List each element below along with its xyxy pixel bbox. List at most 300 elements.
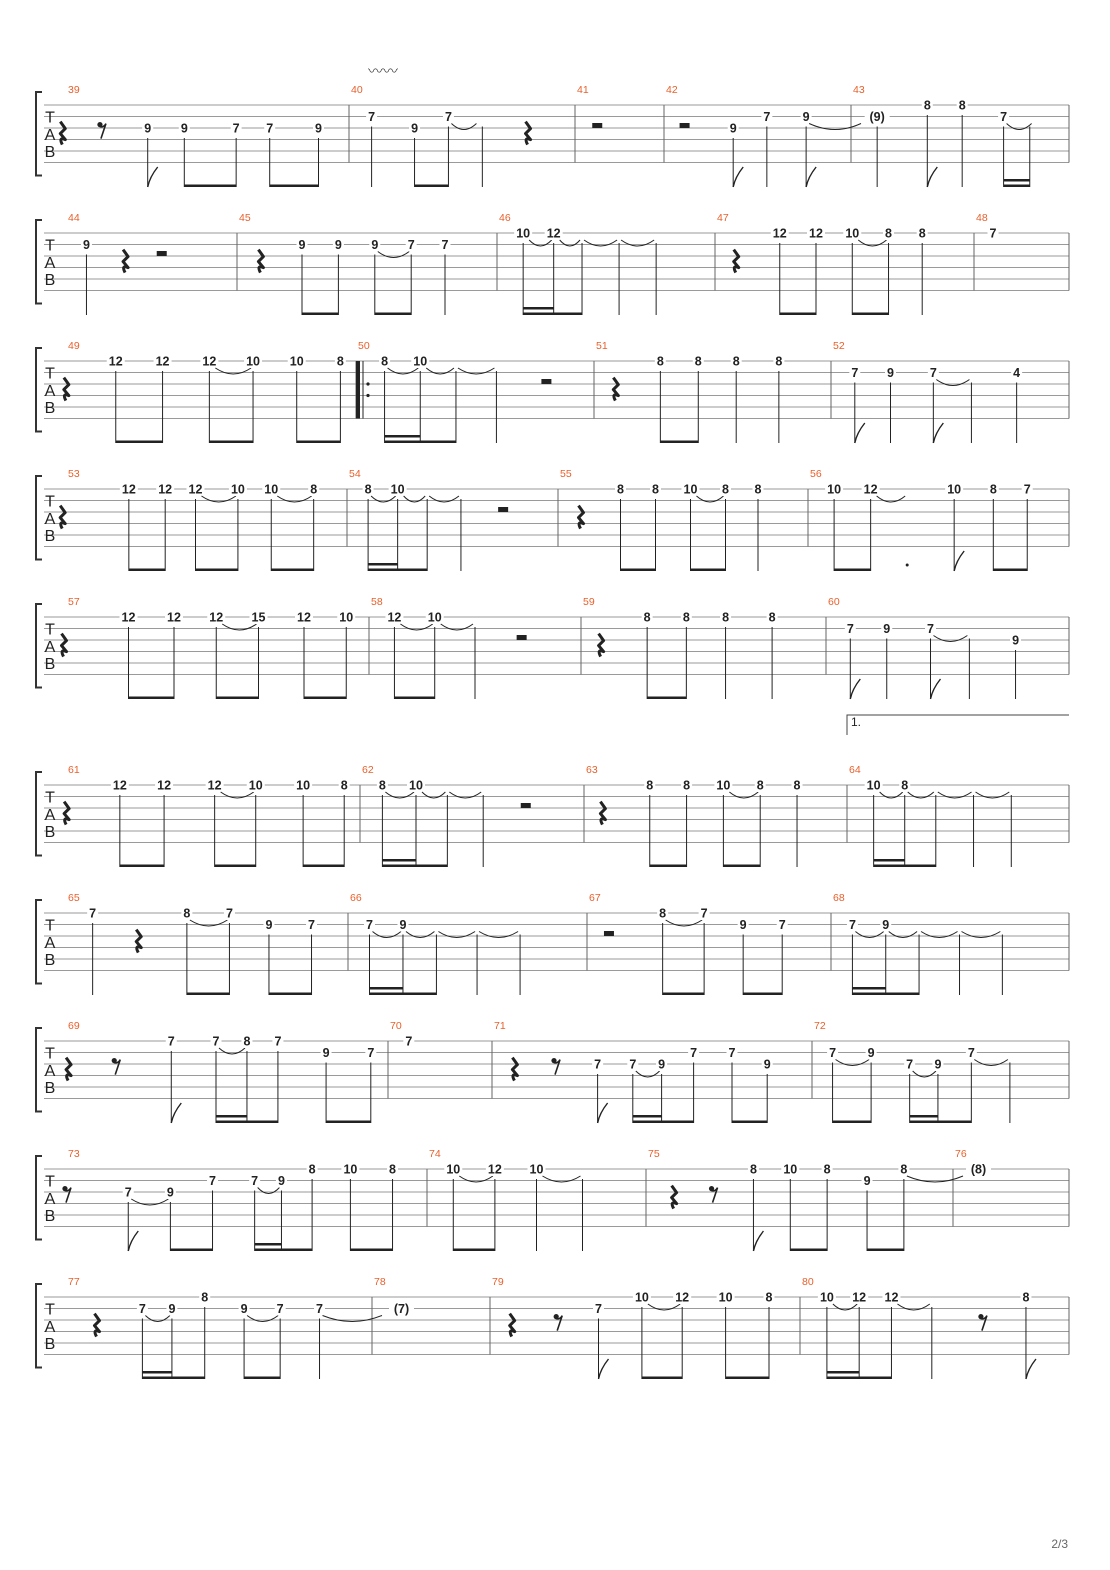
fret-number: 7	[266, 121, 274, 136]
beam-16th	[827, 1371, 859, 1374]
measure-number: 70	[390, 1020, 402, 1032]
tie-arc	[258, 1188, 280, 1194]
beam	[874, 865, 936, 868]
measure-number: 59	[583, 596, 595, 608]
beam	[184, 185, 236, 188]
fret-number: 12	[546, 226, 561, 241]
fret-number: 8	[722, 610, 730, 625]
beam	[215, 865, 256, 868]
system-bracket	[36, 900, 42, 984]
tie-arc	[907, 1176, 963, 1182]
tie-arc	[400, 624, 432, 630]
tab-system	[36, 596, 1069, 699]
tie-arc	[913, 1071, 936, 1077]
system-bracket	[36, 1156, 42, 1240]
fret-number: 7	[846, 622, 854, 636]
fret-number: 8	[378, 778, 386, 793]
beam	[993, 569, 1027, 572]
tab-clef-letter: B	[44, 400, 56, 417]
fret-number: 9	[411, 121, 419, 136]
beam	[523, 313, 582, 316]
fret-number: 12	[108, 354, 123, 369]
measure-number: 39	[68, 84, 80, 96]
fret-number: 10	[866, 778, 881, 793]
measure-number: 60	[828, 596, 840, 608]
tie-arc	[908, 792, 934, 798]
fret-number: 7	[967, 1046, 975, 1060]
tab-system	[36, 1148, 1069, 1251]
tie-arc	[221, 792, 254, 798]
beam	[415, 185, 449, 188]
beam	[270, 185, 319, 188]
beam	[302, 313, 338, 316]
tie-arc	[449, 792, 481, 798]
tie-arc	[459, 1176, 493, 1182]
system-bracket	[36, 772, 42, 856]
fret-number: 10	[446, 1162, 461, 1177]
quarter-rest	[66, 1058, 71, 1081]
tie-arc	[378, 252, 409, 258]
fret-number: 7	[700, 906, 708, 921]
measure-number: 76	[955, 1148, 967, 1160]
beam	[350, 1249, 392, 1252]
system-bracket	[36, 1284, 42, 1368]
fret-number: 8	[381, 354, 389, 369]
note-flag	[753, 1231, 763, 1251]
fret-number: 12	[487, 1162, 502, 1177]
tab-clef-letter: T	[45, 365, 55, 383]
measure	[717, 212, 928, 315]
beam-16th	[370, 987, 403, 990]
fret-number: 8	[308, 1162, 316, 1177]
fret-number: 7	[444, 110, 452, 124]
beam	[1004, 185, 1030, 188]
fret-number: 7	[1000, 110, 1008, 124]
tab-clef-letter: B	[44, 1208, 56, 1225]
half-rest	[517, 635, 527, 640]
tab-clef-letter: B	[44, 528, 56, 545]
fret-number: 7	[367, 1046, 375, 1060]
measure	[62, 596, 356, 699]
fret-number: 7	[138, 1302, 146, 1316]
tab-clef-letter: B	[44, 952, 56, 969]
tie-arc	[962, 932, 1001, 938]
quarter-rest	[600, 802, 605, 825]
fret-number: 7	[690, 1046, 698, 1060]
fret-number: 8	[885, 226, 893, 241]
measure-number: 65	[68, 892, 80, 904]
beam	[780, 313, 816, 316]
fret-number: 10	[783, 1162, 798, 1177]
stem-dot	[906, 564, 909, 567]
note-flag	[1026, 1359, 1036, 1379]
measure	[648, 1148, 963, 1251]
note-flag	[599, 1359, 609, 1379]
fret-number: 9	[763, 1057, 771, 1072]
tie-arc	[636, 1071, 660, 1077]
beam	[852, 993, 919, 996]
fret-number: 7	[232, 121, 240, 136]
fret-number: 7	[929, 366, 937, 380]
measure	[955, 1148, 991, 1177]
beam-16th	[382, 859, 416, 862]
fret-number: 7	[829, 1046, 837, 1060]
tab-clef-letter: A	[44, 638, 56, 656]
note-flag	[930, 679, 940, 699]
note-flag	[128, 1231, 138, 1251]
beam	[382, 865, 447, 868]
measure-number: 61	[68, 764, 80, 776]
beam	[196, 569, 238, 572]
tie-arc	[1007, 124, 1032, 130]
quarter-rest	[123, 250, 128, 273]
tab-clef-letter: B	[44, 1336, 56, 1353]
quarter-rest	[60, 506, 65, 529]
fret-number: 9	[883, 622, 891, 636]
tie-arc	[406, 932, 434, 938]
fret-number: 8	[722, 482, 729, 497]
fret-number: 12	[121, 482, 136, 497]
fret-number: 10	[516, 226, 531, 241]
measure-number: 79	[492, 1276, 504, 1288]
measure	[853, 84, 1032, 187]
measure-number: 62	[362, 764, 374, 776]
measure-number: 63	[586, 764, 598, 776]
beam	[660, 441, 698, 444]
beam	[129, 569, 165, 572]
fret-number: 12	[297, 610, 311, 625]
fret-number: 8	[749, 1162, 757, 1177]
beam	[852, 313, 888, 316]
tab-clef-letter: T	[45, 493, 55, 511]
beam	[453, 1249, 495, 1252]
tie-arc	[429, 496, 459, 502]
measure-number: 77	[68, 1276, 80, 1288]
fret-number: 9	[802, 110, 810, 124]
measure	[586, 764, 803, 867]
fret-number: 10	[296, 778, 311, 793]
tab-clef-letter: T	[45, 917, 55, 935]
fret-number: 8	[682, 610, 690, 625]
fret-number: 12	[852, 1290, 867, 1305]
fret-number: 8	[775, 354, 783, 369]
tie-arc	[323, 1316, 382, 1322]
tie-arc	[222, 624, 256, 630]
measure	[849, 764, 1011, 867]
tab-system	[36, 715, 1069, 867]
beam-16th	[874, 859, 905, 862]
fret-number: 7	[407, 238, 415, 252]
measure	[371, 596, 527, 699]
beam	[650, 865, 687, 868]
repeat-dot	[366, 394, 369, 397]
quarter-rest	[510, 1314, 515, 1337]
beam	[142, 1377, 204, 1380]
beam-16th	[385, 435, 421, 438]
tab-clef-letter: T	[45, 1173, 55, 1191]
fret-number: 8	[989, 482, 997, 497]
fret-number: 12	[809, 226, 823, 241]
beam	[833, 1121, 872, 1124]
measure-number: 71	[494, 1020, 506, 1032]
measure-number: 64	[849, 764, 861, 776]
fret-number: (7)	[393, 1302, 410, 1316]
measure	[356, 340, 551, 443]
fret-number: 12	[155, 354, 170, 369]
fret-number: 7	[212, 1034, 220, 1049]
fret-number: 8	[683, 778, 691, 793]
fret-number: 8	[756, 778, 764, 793]
measure	[577, 84, 602, 128]
note-flag	[148, 167, 158, 187]
fret-number: 10	[845, 226, 860, 241]
fret-number: 8	[754, 482, 762, 497]
tie-arc	[809, 124, 861, 130]
fret-number: 9	[729, 121, 737, 136]
beam	[663, 993, 704, 996]
fret-number: 7	[274, 1034, 282, 1049]
measure	[429, 1148, 582, 1251]
fret-number: 12	[202, 354, 217, 369]
fret-number: 10	[248, 778, 263, 793]
quarter-rest	[64, 378, 69, 401]
quarter-rest	[734, 250, 739, 273]
tie-arc	[371, 496, 396, 502]
fret-number: 7	[763, 110, 771, 124]
repeat-thick-bar	[356, 361, 360, 419]
tie-arc	[190, 920, 228, 926]
beam	[726, 1377, 769, 1380]
quarter-rest	[60, 122, 65, 145]
measure-number: 49	[68, 340, 80, 352]
measure-number: 42	[666, 84, 678, 96]
fret-number: 8	[389, 1162, 397, 1177]
measure	[560, 468, 764, 571]
measure	[833, 892, 1002, 995]
tie-arc	[247, 1316, 278, 1322]
fret-number: 12	[387, 610, 402, 625]
half-rest	[592, 123, 602, 128]
fret-number: 15	[251, 610, 266, 625]
beam	[375, 313, 411, 316]
system-bracket	[36, 476, 42, 560]
fret-number: 7	[366, 918, 373, 932]
measure	[666, 84, 861, 187]
measure	[60, 84, 324, 187]
beam	[216, 697, 258, 700]
fret-number: 9	[658, 1057, 666, 1072]
tab-clef-letter: A	[44, 806, 56, 824]
fret-number: 8	[900, 1162, 908, 1177]
tab-system	[36, 1020, 1069, 1123]
fret-number: 10	[230, 482, 245, 497]
fret-number: 9	[240, 1302, 248, 1316]
beam	[647, 697, 686, 700]
tab-clef-letter: T	[45, 1045, 55, 1063]
measure	[68, 212, 167, 315]
tab-clef-letter: A	[44, 1190, 56, 1208]
fret-number: 4	[1013, 366, 1021, 380]
fret-number: 10	[819, 1290, 834, 1305]
note-flag	[927, 167, 937, 187]
beam	[216, 1121, 278, 1124]
fret-number: 7	[848, 918, 856, 932]
fret-number: 8	[901, 778, 909, 793]
tie-arc	[404, 496, 426, 502]
fret-number: 9	[1012, 633, 1020, 648]
measure-number: 54	[349, 468, 361, 480]
tie-arc	[458, 368, 494, 374]
beam	[116, 441, 163, 444]
measure-number: 40	[351, 84, 363, 96]
fret-number: 9	[82, 238, 90, 252]
half-rest	[157, 251, 167, 256]
fret-number: 10	[413, 354, 428, 369]
tie-arc	[202, 496, 236, 502]
fret-number: 8	[643, 610, 651, 625]
fret-number: 9	[168, 1302, 176, 1316]
quarter-rest	[579, 506, 584, 529]
note-flag	[933, 423, 943, 443]
fret-number: 7	[778, 918, 786, 932]
measure	[814, 1020, 1010, 1123]
tie-arc	[373, 932, 401, 938]
measure	[494, 1020, 773, 1123]
tie-arc	[543, 1176, 581, 1182]
beam	[244, 1377, 280, 1380]
fret-number: 9	[298, 238, 306, 252]
fret-number: (8)	[970, 1162, 987, 1177]
fret-number: 9	[265, 918, 273, 932]
tab-clef-letter: A	[44, 1062, 56, 1080]
measure	[390, 1020, 414, 1049]
fret-number: 9	[334, 238, 342, 252]
measure	[66, 1020, 376, 1123]
fret-number: 10	[289, 354, 304, 369]
fret-number: 8	[183, 906, 191, 921]
fret-number: 12	[158, 482, 173, 497]
fret-number: 9	[934, 1057, 942, 1072]
fret-number: 8	[1022, 1290, 1030, 1305]
measure	[362, 764, 531, 867]
tie-arc	[451, 124, 476, 130]
fret-number: 10	[246, 354, 260, 369]
beam	[304, 697, 346, 700]
fret-number: 8	[617, 482, 624, 497]
tie-arc	[921, 932, 957, 938]
measure-number: 41	[577, 84, 589, 96]
fret-number: 8	[659, 906, 667, 921]
measure-number: 50	[358, 340, 370, 352]
fret-number: 8	[336, 354, 344, 369]
volta-label: 1.	[851, 715, 862, 729]
tab-clef-letter: A	[44, 126, 56, 144]
fret-number: 12	[209, 610, 224, 625]
tie-arc	[933, 636, 967, 642]
measure	[833, 340, 1022, 443]
fret-number: 12	[112, 778, 127, 793]
fret-number: 9	[863, 1174, 871, 1188]
beam	[368, 569, 427, 572]
beam	[271, 569, 313, 572]
note-flag	[954, 551, 964, 571]
quarter-rest	[64, 802, 69, 825]
tie-arc	[976, 792, 1010, 798]
measure-number: 72	[814, 1020, 826, 1032]
tie-arc	[855, 932, 883, 938]
beam	[303, 865, 344, 868]
fret-number: 8	[923, 98, 931, 113]
fret-number: 7	[595, 1302, 602, 1316]
beam	[385, 441, 456, 444]
fret-number: 7	[441, 238, 449, 252]
measure	[976, 212, 999, 241]
measure-number: 57	[68, 596, 80, 608]
tie-arc	[648, 1304, 680, 1310]
beam	[370, 993, 437, 996]
fret-number: 7	[209, 1174, 216, 1188]
system-bracket	[36, 220, 42, 304]
tie-arc	[438, 932, 475, 938]
beam	[642, 1377, 682, 1380]
measure	[239, 212, 451, 315]
tie-arc	[215, 368, 251, 374]
measure	[802, 1276, 1036, 1379]
quarter-rest	[526, 122, 531, 145]
fret-number: 8	[340, 778, 348, 793]
tie-arc	[441, 624, 473, 630]
system-bracket	[36, 348, 42, 432]
measure	[492, 1276, 775, 1379]
tab-system	[36, 468, 1069, 571]
measure	[68, 1276, 382, 1379]
fret-number: 8	[732, 354, 740, 369]
tie-arc	[697, 496, 724, 502]
measure	[583, 596, 778, 699]
fret-number: 12	[188, 482, 203, 497]
beam	[120, 865, 164, 868]
half-rest	[521, 803, 531, 808]
tab-clef-letter: B	[44, 824, 56, 841]
beam-16th	[1004, 179, 1030, 182]
tie-arc	[388, 368, 419, 374]
half-rest	[498, 507, 508, 512]
fret-number: 10	[339, 610, 354, 625]
measure	[810, 468, 1033, 571]
measure-number: 69	[68, 1020, 80, 1032]
fret-number: 7	[989, 226, 997, 241]
tie-arc	[880, 792, 903, 798]
fret-number: 8	[958, 98, 966, 113]
fret-number: 12	[157, 778, 172, 793]
tie-arc	[877, 496, 906, 502]
quarter-rest	[672, 1186, 677, 1209]
beam	[209, 441, 253, 444]
beam	[129, 697, 175, 700]
tie-arc	[560, 240, 580, 246]
tab-clef-letter: A	[44, 1318, 56, 1336]
beam	[621, 569, 656, 572]
measure-number: 73	[68, 1148, 80, 1160]
fret-number: 9	[371, 238, 379, 252]
beam	[827, 1377, 892, 1380]
vibrato-mark: 〰〰	[367, 63, 399, 80]
tab-clef-letter: T	[45, 621, 55, 639]
tab-clef-letter: T	[45, 789, 55, 807]
beam	[723, 865, 760, 868]
fret-number: 8	[364, 482, 372, 497]
beam-16th	[523, 307, 554, 310]
